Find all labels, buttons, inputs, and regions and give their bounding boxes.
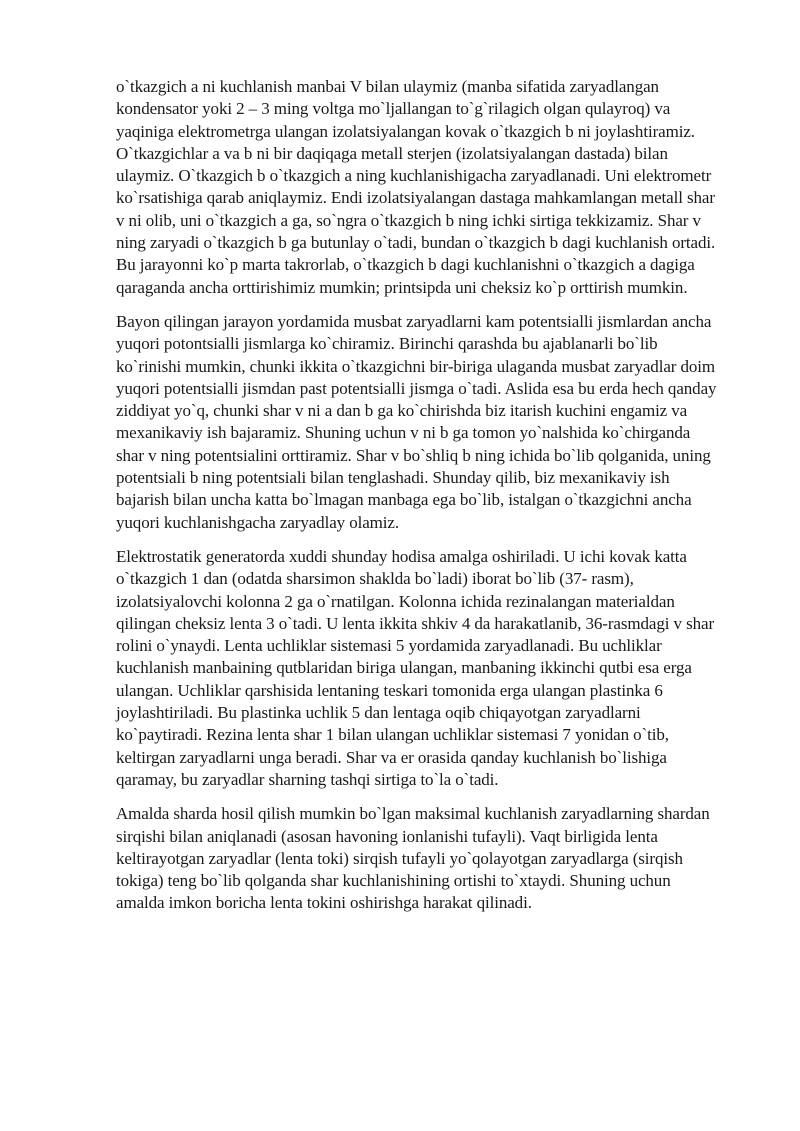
paragraph-potential-explanation: Bayon qilingan jarayon yordamida musbat zaryadlarni kam potentsialli jismlardan ancha yuqori potontsialli jismlarga ko`chiramiz. Birinchi qarashda bu ajablanarli bo`lib ko`rinishi mumkin, chunki ikkita o`tkazgichni bir-biriga ulaganda musbat zaryadlar doim yuqori potentsialli jismdan past potentsialli jismga o`tadi. Aslida esa bu erda hech qanday ziddiyat yo`q, chunki shar v ni a dan b ga ko`chirishda biz itarish kuchini engamiz va mexanikaviy ish bajaramiz. Shuning uchun v ni b ga tomon yo`nalshida ko`chirganda shar v ning potentsialini orttiramiz. Shar v bo`shliq b ning ichida bo`lib qolganida, uning potentsiali b ning potentsiali bilan tenglashadi. Shunday qilib, biz mexanikaviy ish bajarish bilan uncha katta bo`lmagan manbaga ega bo`lib, istalgan o`tkazgichni ancha yuqori kuchlanishgacha zaryadlay olamiz.	[116, 311, 717, 532]
paragraph-charge-transfer-experiment: o`tkazgich a ni kuchlanish manbai V bilan ulaymiz (manba sifatida zaryadlangan kondensator yoki 2 – 3 ming voltga mo`ljallangan to`g`rilagich olgan qulayroq) va yaqiniga elektrometrga ulangan izolatsiyalangan kovak o`tkazgich b ni joylashtiramiz. O`tkazgichlar a va b ni bir daqiqaga metall sterjen (izolatsiyalangan dastada) bilan ulaymiz. O`tkazgich b o`tkazgich a ning kuchlanishigacha zaryadlanadi. Uni elektrometr ko`rsatishiga qarab aniqlaymiz. Endi izolatsiyalangan dastaga mahkamlangan metall shar v ni olib, uni o`tkazgich a ga, so`ngra o`tkazgich b ning ichki sirtiga tekkizamiz. Shar v ning zaryadi o`tkazgich b ga butunlay o`tadi, bundan o`tkazgich b dagi kuchlanish ortadi. Bu jarayonni ko`p marta takrorlab, o`tkazgich b dagi kuchlanishni o`tkazgich a dagiga qaraganda ancha orttirishimiz mumkin; printsipda uni cheksiz ko`p orttirish mumkin.	[116, 77, 716, 297]
paragraph-electrostatic-generator: Elektrostatik generatorda xuddi shunday hodisa amalga oshiriladi. U ichi kovak katta o`tkazgich 1 dan (odatda sharsimon shaklda bo`ladi) iborat bo`lib (37- rasm), izolatsiyalovchi kolonna 2 ga o`rnatilgan. Kolonna ichida rezinalangan materialdan qilingan cheksiz lenta 3 o`tadi. U lenta ikkita shkiv 4 da harakatlanib, 36-rasmdagi v shar rolini o`ynaydi. Lenta uchliklar sistemasi 5 yordamida zaryadlanadi. Bu uchliklar kuchlanish manbaining qutblaridan biriga ulangan, manbaning ikkinchi qutbi esa erga ulangan. Uchliklar qarshisida lentaning teskari tomonida erga ulangan plastinka 6 joylashtiriladi. Bu plastinka uchlik 5 dan lentaga oqib chiqayotgan zaryadlarni ko`paytiradi. Rezina lenta shar 1 bilan ulangan uchliklar sistemasi 7 yonidan o`tib, keltirgan zaryadlarni unga beradi. Shar va er orasida qanday kuchlanish bo`lishiga qaramay, bu zaryadlar sharning tashqi sirtiga to`la o`tadi.	[116, 546, 715, 789]
paragraph-maximum-voltage: Amalda sharda hosil qilish mumkin bo`lgan maksimal kuchlanish zaryadlarning shardan sirqishi bilan aniqlanadi (asosan havoning ionlanishi tufayli). Vaqt birligida lenta keltirayotgan zaryadlar (lenta toki) sirqish tufayli yo`qolayotgan zaryadlarga (sirqish tokiga) teng bo`lib qolganda shar kuchlanishining ortishi to`xtaydi. Shuning uchun amalda imkon boricha lenta tokini oshirishga harakat qilinadi.	[116, 804, 710, 913]
